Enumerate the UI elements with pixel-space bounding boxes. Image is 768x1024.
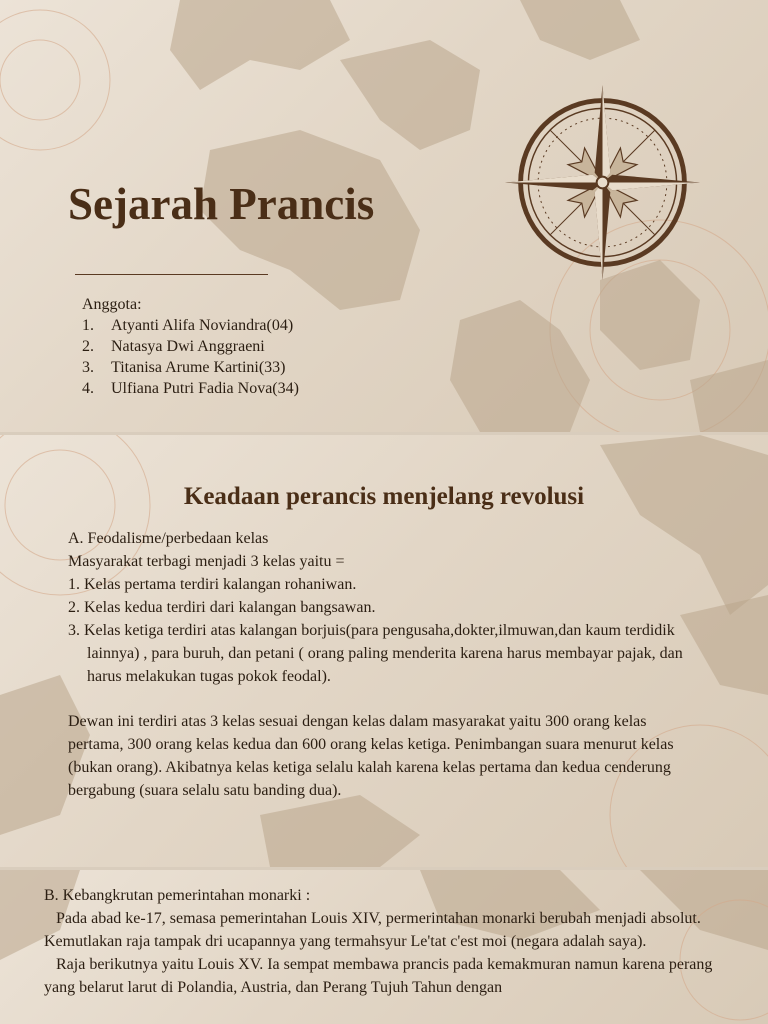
slide-revolution-conditions [0, 435, 768, 867]
section-body [44, 884, 744, 999]
member-item: 2. Natasya Dwi Anggraeni [82, 338, 265, 355]
member-item: 1. Atyanti Alifa Noviandra(04) [82, 317, 294, 334]
class-list [68, 573, 718, 688]
member-name: Atyanti Alifa Noviandra(04) [111, 317, 294, 334]
section-body [68, 527, 718, 802]
member-list [82, 294, 299, 399]
member-name: Natasya Dwi Anggraeni [111, 338, 265, 355]
paragraph-louis-xiv: Pada abad ke-17, semasa pemerintahan Louis XIV, permerintahan monarki berubah menjadi absolut. Kemutlakan raja tampak dri ucapannya yang termahsyur Le'tat c'est moi (negara adalah saya). [44, 910, 705, 950]
section-title: Keadaan perancis menjelang revolusi [183, 483, 585, 510]
subheading: A. Feodalisme/perbedaan kelas [68, 530, 269, 547]
subheading: B. Kebangkrutan pemerintahan monarki : [44, 887, 311, 904]
list-item: 3. Kelas ketiga terdiri atas kalangan borjuis(para pengusaha,dokter,ilmuwan,dan kaum terdidik lainnya) , para buruh, dan petani ( orang paling menderita karena harus membayar pajak, dan harus melakukan tugas pokok feodal). [68, 622, 683, 685]
intro-text: Masyarakat terbagi menjadi 3 kelas yaitu = [68, 553, 345, 570]
slide-monarchy-bankruptcy [0, 870, 768, 1024]
list-item: 1. Kelas pertama terdiri kalangan rohaniwan. [68, 576, 357, 593]
list-item: 2. Kelas kedua terdiri dari kalangan bangsawan. [68, 599, 376, 616]
slide-title [0, 0, 768, 432]
compass-rose-icon [505, 85, 700, 280]
title-divider [75, 274, 268, 275]
paragraph-louis-xv: Raja berikutnya yaitu Louis XV. Ia sempat membawa prancis pada kemakmuran namun karena perang yang belarut larut di Polandia, Austria, dan Perang Tujuh Tahun dengan [44, 956, 717, 996]
council-paragraph: Dewan ini terdiri atas 3 kelas sesuai dengan kelas dalam masyarakat yaitu 300 orang kelas pertama, 300 orang kelas kedua dan 600 orang kelas ketiga. Penimbangan suara menurut kelas (bukan orang). Akibatnya kelas ketiga selalu kalah karena kelas pertama dan kedua cenderung bergabung (suara selalu satu banding dua). [68, 713, 674, 799]
member-item: 3. Titanisa Arume Kartini(33) [82, 359, 286, 376]
member-name: Titanisa Arume Kartini(33) [111, 359, 286, 376]
member-name: Ulfiana Putri Fadia Nova(34) [111, 380, 299, 397]
page-title: Sejarah Prancis [68, 179, 375, 229]
member-item: 4. Ulfiana Putri Fadia Nova(34) [82, 380, 299, 397]
members-label: Anggota: [82, 296, 142, 313]
